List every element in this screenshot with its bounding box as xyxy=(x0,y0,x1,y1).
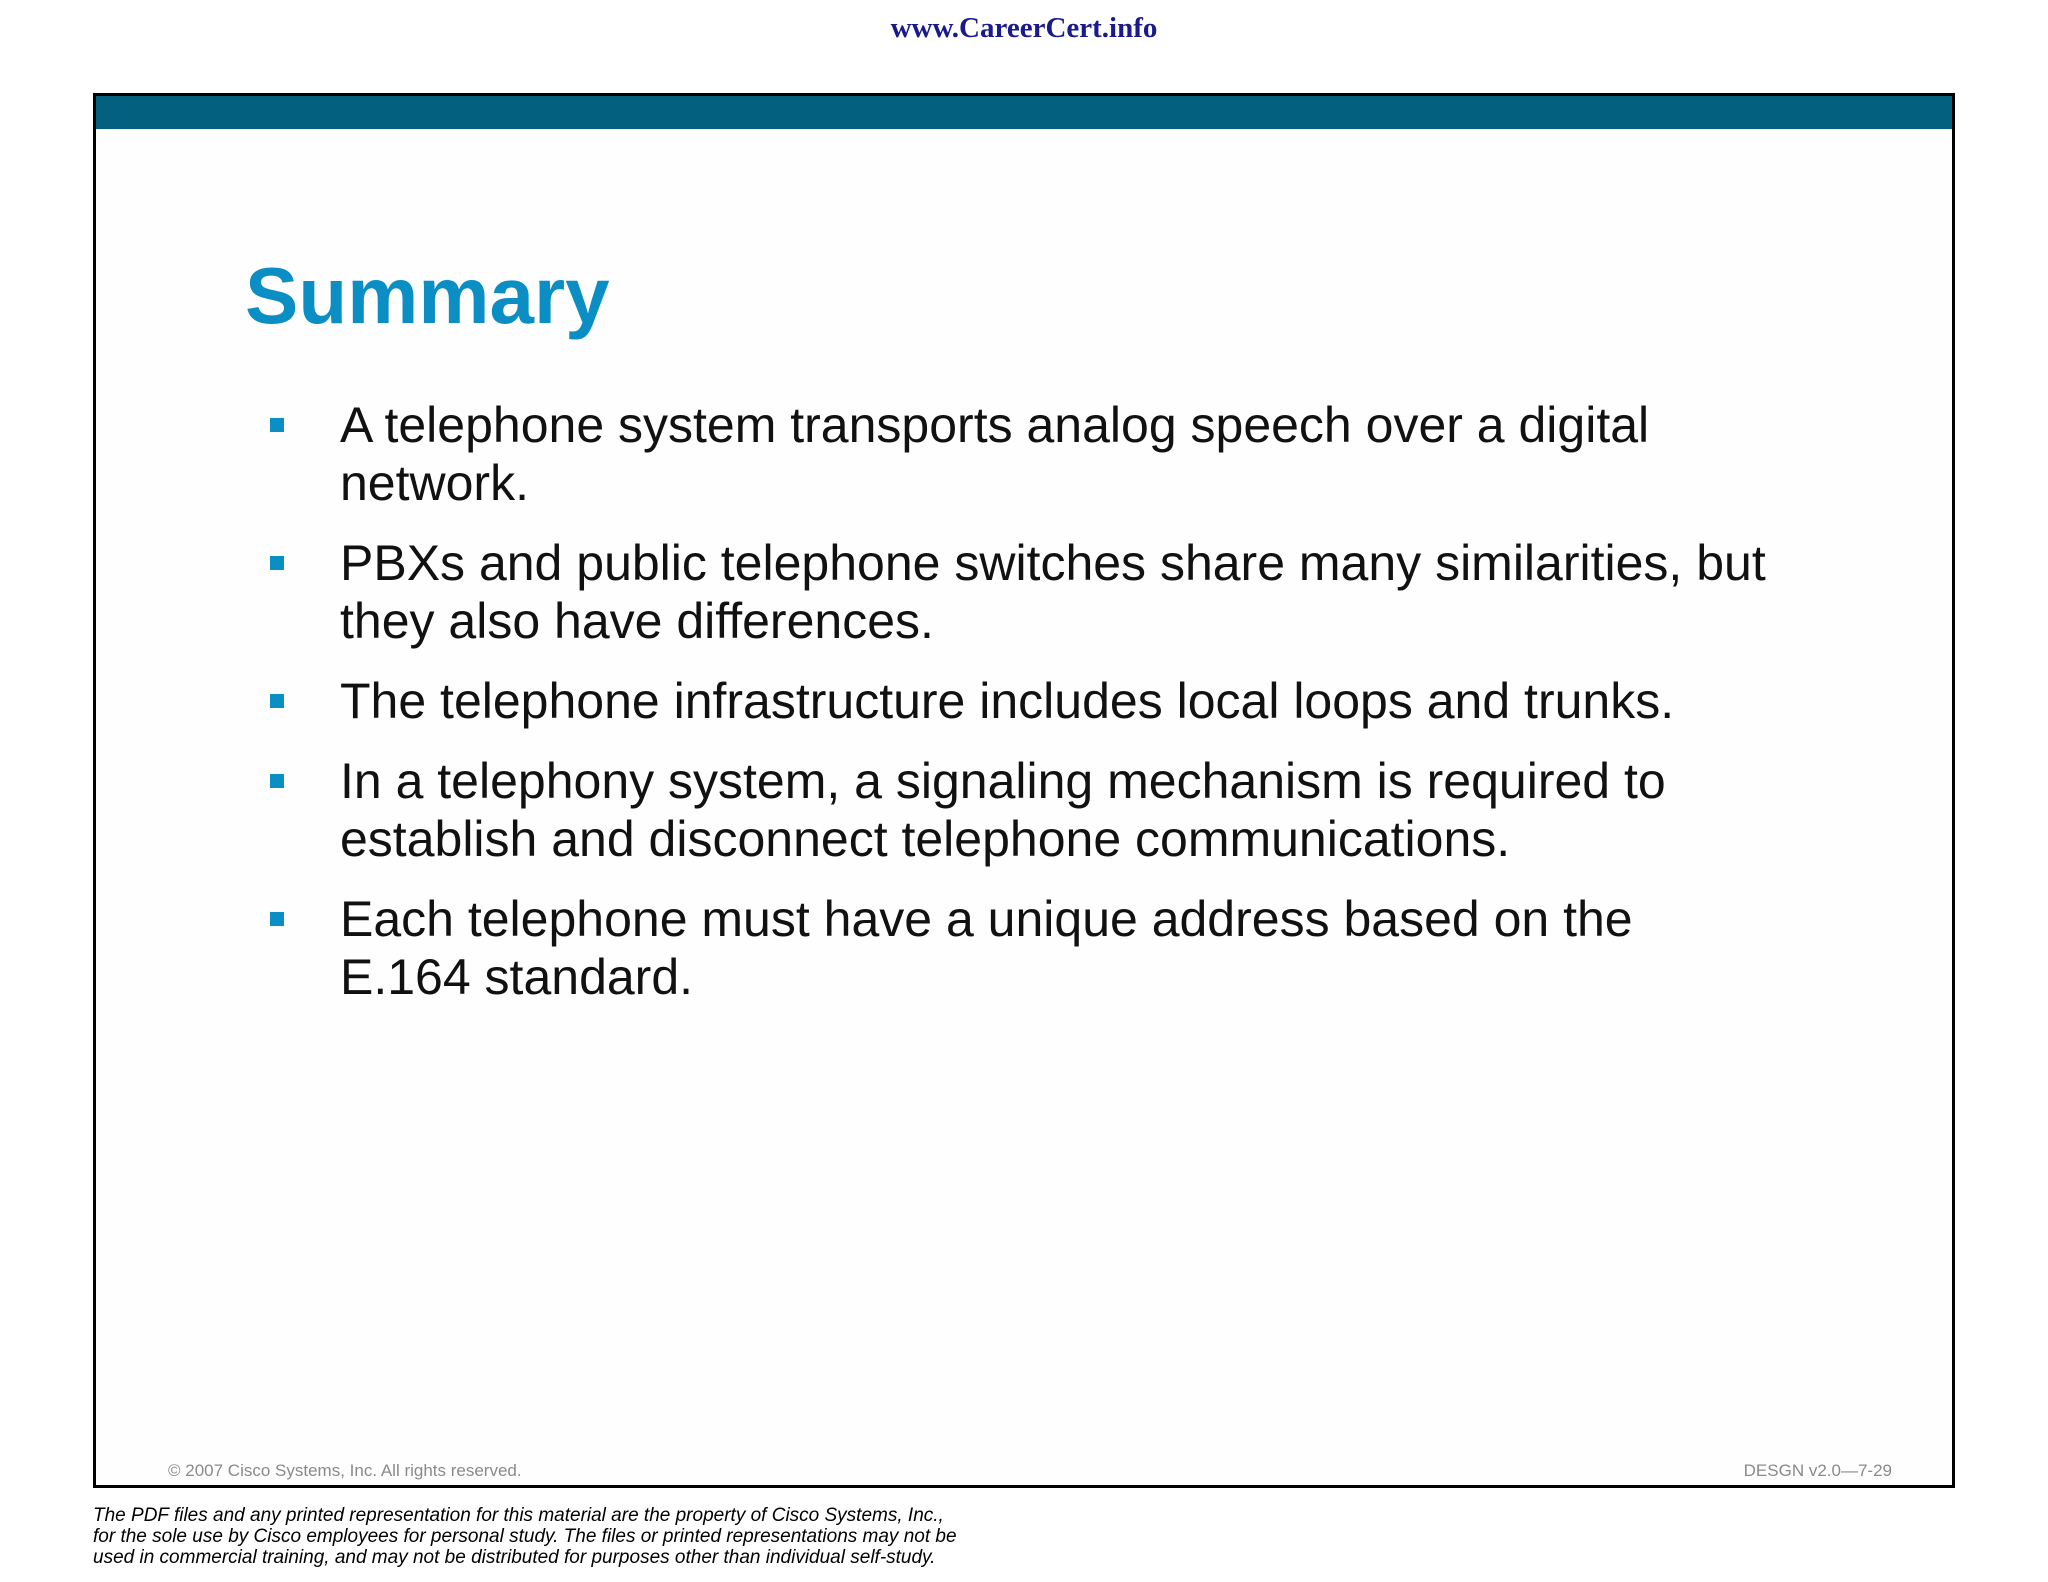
bullet-item xyxy=(270,534,1770,650)
square-bullet-icon xyxy=(270,774,284,788)
bullet-text: A telephone system transports analog speech over a digital network. xyxy=(340,397,1650,511)
slide-code: DESGN v2.0—7-29 xyxy=(1743,1461,1892,1480)
bullet-item xyxy=(270,396,1770,512)
bullet-text: PBXs and public telephone switches share many similarities, but they also have differences. xyxy=(340,535,1766,649)
slide-title: Summary xyxy=(245,251,610,340)
disclaimer-line: used in commercial training, and may not be distributed for purposes other than individual self-study. xyxy=(93,1547,936,1568)
square-bullet-icon xyxy=(270,418,284,432)
square-bullet-icon xyxy=(270,912,284,926)
disclaimer-line: The PDF files and any printed representation for this material are the property of Cisco Systems, Inc., xyxy=(93,1505,944,1526)
bullet-item xyxy=(270,672,1770,730)
bullet-item xyxy=(270,890,1770,1006)
disclaimer-line: for the sole use by Cisco employees for personal study. The files or printed representations may not be xyxy=(93,1526,957,1547)
square-bullet-icon xyxy=(270,694,284,708)
slide xyxy=(93,93,1955,1488)
copyright-notice: © 2007 Cisco Systems, Inc. All rights reserved. xyxy=(168,1461,522,1480)
bullet-item xyxy=(270,752,1770,868)
bullet-list xyxy=(270,396,1770,1028)
square-bullet-icon xyxy=(270,556,284,570)
site-url: www.CareerCert.info xyxy=(890,12,1158,44)
bullet-text: In a telephony system, a signaling mechanism is required to establish and disconnect telephone communications. xyxy=(340,753,1666,867)
slide-header-bar xyxy=(96,96,1952,129)
bullet-text: Each telephone must have a unique address based on the E.164 standard. xyxy=(340,891,1633,1005)
bullet-text: The telephone infrastructure includes local loops and trunks. xyxy=(340,673,1675,729)
disclaimer xyxy=(93,1505,1093,1568)
